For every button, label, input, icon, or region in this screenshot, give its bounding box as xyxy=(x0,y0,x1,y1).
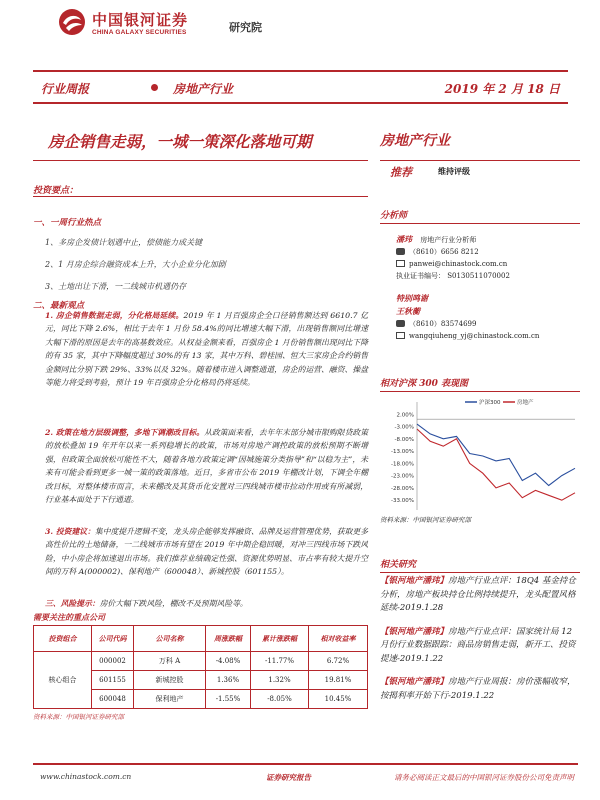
report-date: 2019 年 2 月 18 日 xyxy=(444,82,560,96)
hot-topic-2: 2、1 月房企综合融资成本上升，大小企业分化加剧 xyxy=(45,260,226,269)
rating-maintain: 维持评级 xyxy=(438,166,470,176)
sector-name: 房地产行业 xyxy=(380,133,450,149)
chart-svg xyxy=(383,392,583,520)
paragraph-policy xyxy=(45,426,368,506)
investment-highlights-heading: 投资要点： xyxy=(33,186,79,196)
analyst-license: 执业证书编号： S0130511070002 xyxy=(396,272,510,280)
relative-return: 10.45% xyxy=(309,690,368,709)
y-tick-label: -28.00% xyxy=(391,485,414,492)
institute-label: 研究院 xyxy=(229,21,262,34)
report-type: 行业周报 xyxy=(41,82,90,96)
series-line-2 xyxy=(417,429,575,500)
paragraph-policy-body: 从政策面来看，去年年末部分城市限购限贷政策的放松叠加 19 年开年以来一系列稳增长的政策，市场对房地产调控政策的放松预期不断增强，但政策全面放松可能性不大，随着各地方政策定调“因城施策分类指导”和“以稳为主”，未来有可能会看到更多一城一策的政策落地。近日，多省市公布 2019 年棚改计划，下调全年棚改目标，对整体楼市而言，未来棚改及其货币化安置对三四线城市楼市拉动作用或有所减弱，行业基本面处于下行通道。 xyxy=(45,428,369,505)
analyst-phone: （8610）6656 8212 xyxy=(409,248,479,256)
related-tag: 【银河地产潘玮】 xyxy=(380,626,449,637)
table-header-row xyxy=(34,626,368,652)
analyst-email[interactable]: panwei@chinastock.com.cn xyxy=(409,260,508,268)
brand-name-cn: 中国银河证券 xyxy=(92,11,189,29)
table-source: 资料来源：中国银河证券研究部 xyxy=(33,713,124,721)
related-tag: 【银河地产潘玮】 xyxy=(380,576,449,586)
relative-performance-chart xyxy=(383,392,583,520)
footer-divider xyxy=(33,763,578,765)
galaxy-logo-icon xyxy=(58,8,86,36)
footer-website-link[interactable]: www.chinastock.com.cn xyxy=(40,772,132,781)
email-icon xyxy=(396,260,405,267)
related-list xyxy=(380,575,580,703)
key-companies-table xyxy=(33,625,368,709)
analyst-block xyxy=(380,233,580,282)
paragraph-advice-body: 集中度提升逻辑不变，龙头房企能够发挥融资、品牌及运营管理优势，获取更多高性价比的土地储备，一二线城市市场有望在 2019 年中期企稳回暖，对冲三四线市场下跌风险，中小房企将加速退出市场。我们推荐业绩确定性强、资源优势明显、市占率有较大提升空间的万科 A(000002)、保利地产（600048）、新城控股（601155）。 xyxy=(45,527,369,577)
phone-icon xyxy=(396,320,405,327)
cumulative-change: -8.05% xyxy=(251,690,309,709)
hot-topic-3: 3、土地出让下滑，一二线城市机遇仍存 xyxy=(45,282,187,291)
y-tick-label: -8.00% xyxy=(394,436,414,443)
weekly-change: -4.08% xyxy=(206,652,251,671)
legend-label: 房地产 xyxy=(517,400,534,406)
bullet-icon xyxy=(151,84,158,91)
stock-code: 601155 xyxy=(92,671,134,690)
column-header: 累计涨跌幅 xyxy=(251,626,309,652)
table-row xyxy=(34,652,368,671)
column-header: 公司代码 xyxy=(92,626,134,652)
y-tick-label: -23.00% xyxy=(391,473,414,480)
stock-code: 600048 xyxy=(92,690,134,709)
risk-warning xyxy=(45,597,368,610)
related-tag: 【银河地产潘玮】 xyxy=(380,677,449,687)
email-icon xyxy=(396,332,405,339)
risk-warning-body: 房价大幅下跌风险，棚改不及预期风险等。 xyxy=(99,599,248,608)
footer-doc-type: 证券研究报告 xyxy=(266,773,311,782)
y-tick-label: -18.00% xyxy=(391,461,414,468)
report-title: 房企销售走弱，一城一策深化落地可期 xyxy=(48,132,312,151)
hot-topic-1: 1、多房企发债计划遇中止，偿债能力成关键 xyxy=(45,238,203,247)
y-tick-label: -13.00% xyxy=(391,449,414,456)
column-header: 投资组合 xyxy=(34,626,92,652)
related-heading: 相关研究 xyxy=(380,557,580,573)
analyst-name: 潘玮 xyxy=(396,234,412,244)
column-header: 周涨跌幅 xyxy=(206,626,251,652)
column-header: 公司名称 xyxy=(134,626,206,652)
stock-code: 000002 xyxy=(92,652,134,671)
rating-recommend: 推荐 xyxy=(390,166,412,179)
footer-disclaimer: 请务必阅读正文最后的中国银河证券股份公司免责声明 xyxy=(394,773,574,782)
helper-name: 王秋蘅 xyxy=(396,306,420,316)
paragraph-policy-lead: 2. 政策在地方层级调整，多地下调潮改目标。 xyxy=(45,428,205,437)
related-item[interactable] xyxy=(380,626,580,667)
related-text: 房地产行业点评：国家统计局 12 月份行业数据跟踪：商品房销售走弱，新开工、投资提速-2019.1.22 xyxy=(380,626,576,664)
weekly-change: -1.55% xyxy=(206,690,251,709)
risk-warning-lead: 三、风险提示： xyxy=(45,599,100,608)
related-text: 房地产行业周报：房价涨幅收窄，按揭利率开始下行-2019.1.22 xyxy=(380,677,576,701)
company-name: 保利地产 xyxy=(134,690,206,709)
legend-label: 沪深300 xyxy=(479,400,501,406)
paragraph-sales xyxy=(45,309,368,389)
brand-name-en: CHINA GALAXY SECURITIES xyxy=(92,29,187,36)
related-item[interactable] xyxy=(380,676,580,703)
chart-source: 资料来源：中国银河证券研究部 xyxy=(380,516,471,524)
helper-block xyxy=(380,305,580,342)
paragraph-advice xyxy=(45,525,368,579)
company-logo xyxy=(58,6,218,46)
industry-label: 房地产行业 xyxy=(173,82,234,96)
report-header-bar xyxy=(33,70,568,104)
y-tick-label: -3.00% xyxy=(394,424,414,431)
analyst-role: 房地产行业分析师 xyxy=(420,236,477,244)
y-tick-label: 2.00% xyxy=(396,412,414,419)
paragraph-advice-lead: 3. 投资建议： xyxy=(45,527,95,536)
helper-email[interactable]: wangqiuheng_yj@chinastock.com.cn xyxy=(409,332,540,340)
paragraph-sales-body: 2019 年 1 月百强房企全口径销售额达到 6610.7 亿元，同比下降 2.6%，相比于去年 1 月份 58.4%的同比增速大幅下滑，出现销售额同比增速大幅下滑的原因是去年的高基数效应。从权益金额来看，百强房企 1 月份销售额出现同比下降的有 35 家，其中下降幅度超过 30%的有 13 家，其中万科、碧桂园、恒大三家房企合约销售金额同比分别下跌 29%、33%以及 32%。随着楼市进入调整通道，房企的运营、融资、操盘等能力将受到考验，预计 19 年百强房企分化格局仍将延续。 xyxy=(45,311,368,388)
rating-row xyxy=(380,160,580,178)
weekly-change: 1.36% xyxy=(206,671,251,690)
company-name: 新城控股 xyxy=(134,671,206,690)
title-divider xyxy=(33,160,368,161)
phone-icon xyxy=(396,248,405,255)
chart-heading: 相对沪深 300 表现图 xyxy=(380,376,580,392)
acknowledge-heading: 特别鸣谢 xyxy=(396,293,428,303)
heading-divider xyxy=(33,196,368,197)
company-name: 万科 A xyxy=(134,652,206,671)
related-text: 房地产行业点评：18Q4 基金持仓分析，房地产板块持仓比例持续提升，龙头配置风格延续-2019.1.28 xyxy=(380,576,576,613)
cumulative-change: -11.77% xyxy=(251,652,309,671)
section-latest-views: 二、最新观点 xyxy=(33,301,85,311)
series-line-1 xyxy=(417,424,575,485)
related-item[interactable] xyxy=(380,575,580,616)
paragraph-sales-lead: 1. 房企销售数据走弱，分化格局延续。 xyxy=(45,311,184,320)
portfolio-group: 核心组合 xyxy=(34,652,92,709)
relative-return: 6.72% xyxy=(309,652,368,671)
section-hot-topics: 一、一周行业热点 xyxy=(33,218,102,228)
analyst-heading: 分析师 xyxy=(380,208,580,224)
table-title: 需要关注的重点公司 xyxy=(33,612,105,622)
y-tick-label: -33.00% xyxy=(391,498,414,505)
relative-return: 19.81% xyxy=(309,671,368,690)
column-header: 相对收益率 xyxy=(309,626,368,652)
cumulative-change: 1.32% xyxy=(251,671,309,690)
helper-phone: （8610）83574699 xyxy=(409,320,477,328)
